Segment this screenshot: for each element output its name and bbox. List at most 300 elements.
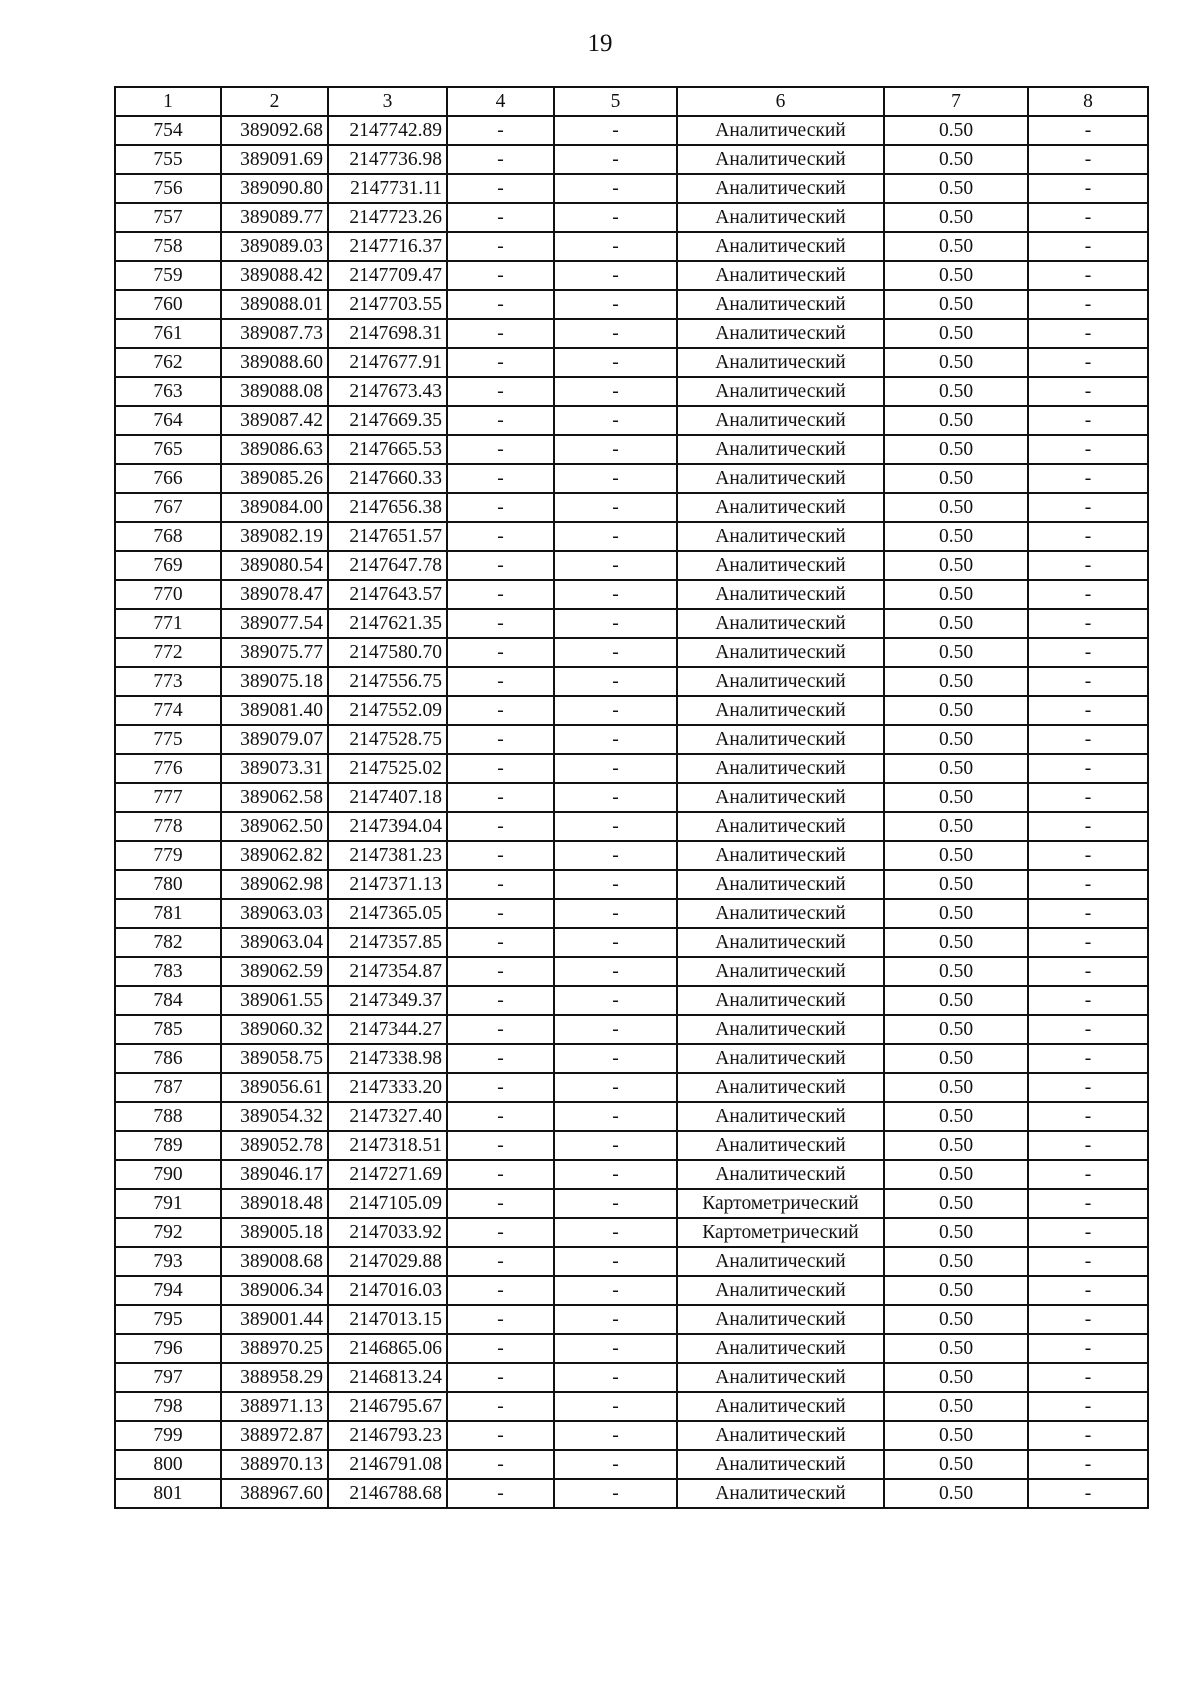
method-cell: Аналитический [677,1305,884,1334]
y-coordinate-cell: 2146795.67 [328,1392,447,1421]
point-number-cell: 778 [115,812,221,841]
method-cell: Аналитический [677,377,884,406]
column-5-cell: - [554,783,677,812]
x-coordinate-cell: 389085.26 [221,464,328,493]
table-row [115,783,1148,812]
point-number-cell: 761 [115,319,221,348]
x-coordinate-cell: 389061.55 [221,986,328,1015]
point-number-cell: 769 [115,551,221,580]
x-coordinate-cell: 388970.13 [221,1450,328,1479]
table-row [115,754,1148,783]
column-5-cell: - [554,1479,677,1508]
accuracy-cell: 0.50 [884,1073,1028,1102]
point-number-cell: 776 [115,754,221,783]
point-number-cell: 796 [115,1334,221,1363]
accuracy-cell: 0.50 [884,522,1028,551]
method-cell: Аналитический [677,348,884,377]
header-row [115,87,1148,116]
y-coordinate-cell: 2147349.37 [328,986,447,1015]
table-row [115,1479,1148,1508]
column-4-cell: - [447,1102,554,1131]
method-cell: Аналитический [677,174,884,203]
column-header-7: 7 [884,87,1028,116]
column-8-cell: - [1028,928,1148,957]
column-5-cell: - [554,377,677,406]
y-coordinate-cell: 2146813.24 [328,1363,447,1392]
column-header-4: 4 [447,87,554,116]
accuracy-cell: 0.50 [884,1421,1028,1450]
table-row [115,464,1148,493]
column-8-cell: - [1028,812,1148,841]
column-8-cell: - [1028,870,1148,899]
accuracy-cell: 0.50 [884,377,1028,406]
column-5-cell: - [554,551,677,580]
column-8-cell: - [1028,609,1148,638]
accuracy-cell: 0.50 [884,1450,1028,1479]
column-8-cell: - [1028,290,1148,319]
column-5-cell: - [554,638,677,667]
y-coordinate-cell: 2146791.08 [328,1450,447,1479]
accuracy-cell: 0.50 [884,203,1028,232]
y-coordinate-cell: 2147371.13 [328,870,447,899]
x-coordinate-cell: 389062.59 [221,957,328,986]
y-coordinate-cell: 2147105.09 [328,1189,447,1218]
point-number-cell: 767 [115,493,221,522]
method-cell: Аналитический [677,1160,884,1189]
x-coordinate-cell: 389080.54 [221,551,328,580]
method-cell: Аналитический [677,493,884,522]
method-cell: Аналитический [677,1392,884,1421]
column-8-cell: - [1028,783,1148,812]
method-cell: Аналитический [677,754,884,783]
page-number: 19 [587,30,613,57]
y-coordinate-cell: 2147665.53 [328,435,447,464]
point-number-cell: 777 [115,783,221,812]
column-5-cell: - [554,667,677,696]
column-header-3: 3 [328,87,447,116]
method-cell: Аналитический [677,232,884,261]
table-row [115,232,1148,261]
table-row [115,1247,1148,1276]
point-number-cell: 756 [115,174,221,203]
x-coordinate-cell: 389073.31 [221,754,328,783]
x-coordinate-cell: 389090.80 [221,174,328,203]
accuracy-cell: 0.50 [884,609,1028,638]
y-coordinate-cell: 2147525.02 [328,754,447,783]
table-row [115,551,1148,580]
point-number-cell: 766 [115,464,221,493]
column-5-cell: - [554,1160,677,1189]
column-8-cell: - [1028,1421,1148,1450]
column-8-cell: - [1028,957,1148,986]
method-cell: Аналитический [677,667,884,696]
accuracy-cell: 0.50 [884,1392,1028,1421]
point-number-cell: 764 [115,406,221,435]
x-coordinate-cell: 388972.87 [221,1421,328,1450]
method-cell: Аналитический [677,638,884,667]
column-5-cell: - [554,1131,677,1160]
x-coordinate-cell: 389084.00 [221,493,328,522]
y-coordinate-cell: 2146793.23 [328,1421,447,1450]
column-5-cell: - [554,290,677,319]
accuracy-cell: 0.50 [884,1363,1028,1392]
x-coordinate-cell: 389060.32 [221,1015,328,1044]
column-4-cell: - [447,377,554,406]
accuracy-cell: 0.50 [884,928,1028,957]
x-coordinate-cell: 389089.77 [221,203,328,232]
accuracy-cell: 0.50 [884,580,1028,609]
accuracy-cell: 0.50 [884,551,1028,580]
method-cell: Картометрический [677,1189,884,1218]
table-row [115,377,1148,406]
accuracy-cell: 0.50 [884,1189,1028,1218]
method-cell: Аналитический [677,522,884,551]
table-row [115,145,1148,174]
column-4-cell: - [447,754,554,783]
x-coordinate-cell: 389008.68 [221,1247,328,1276]
point-number-cell: 794 [115,1276,221,1305]
column-4-cell: - [447,1073,554,1102]
column-4-cell: - [447,1160,554,1189]
column-4-cell: - [447,986,554,1015]
y-coordinate-cell: 2147660.33 [328,464,447,493]
point-number-cell: 757 [115,203,221,232]
accuracy-cell: 0.50 [884,899,1028,928]
x-coordinate-cell: 389078.47 [221,580,328,609]
y-coordinate-cell: 2147365.05 [328,899,447,928]
accuracy-cell: 0.50 [884,1218,1028,1247]
x-coordinate-cell: 389079.07 [221,725,328,754]
column-5-cell: - [554,1450,677,1479]
column-5-cell: - [554,1189,677,1218]
column-4-cell: - [447,261,554,290]
table-row [115,1015,1148,1044]
y-coordinate-cell: 2147621.35 [328,609,447,638]
table-row [115,116,1148,145]
y-coordinate-cell: 2147333.20 [328,1073,447,1102]
method-cell: Аналитический [677,290,884,319]
table-row [115,493,1148,522]
column-4-cell: - [447,290,554,319]
column-4-cell: - [447,1247,554,1276]
y-coordinate-cell: 2147381.23 [328,841,447,870]
column-8-cell: - [1028,1479,1148,1508]
x-coordinate-cell: 389062.82 [221,841,328,870]
table-row [115,928,1148,957]
table-row [115,1189,1148,1218]
column-8-cell: - [1028,1363,1148,1392]
column-4-cell: - [447,174,554,203]
y-coordinate-cell: 2147736.98 [328,145,447,174]
column-4-cell: - [447,522,554,551]
column-4-cell: - [447,696,554,725]
y-coordinate-cell: 2147354.87 [328,957,447,986]
table-row [115,1421,1148,1450]
column-8-cell: - [1028,1160,1148,1189]
table-row [115,841,1148,870]
method-cell: Аналитический [677,1131,884,1160]
accuracy-cell: 0.50 [884,870,1028,899]
column-8-cell: - [1028,493,1148,522]
column-8-cell: - [1028,1044,1148,1073]
y-coordinate-cell: 2147556.75 [328,667,447,696]
point-number-cell: 786 [115,1044,221,1073]
column-8-cell: - [1028,725,1148,754]
column-5-cell: - [554,348,677,377]
column-8-cell: - [1028,899,1148,928]
point-number-cell: 768 [115,522,221,551]
point-number-cell: 772 [115,638,221,667]
column-4-cell: - [447,1015,554,1044]
accuracy-cell: 0.50 [884,783,1028,812]
table-row [115,812,1148,841]
column-5-cell: - [554,1305,677,1334]
table-header [115,87,1148,116]
column-4-cell: - [447,203,554,232]
point-number-cell: 759 [115,261,221,290]
point-number-cell: 781 [115,899,221,928]
point-number-cell: 762 [115,348,221,377]
point-number-cell: 754 [115,116,221,145]
y-coordinate-cell: 2147643.57 [328,580,447,609]
method-cell: Аналитический [677,435,884,464]
column-5-cell: - [554,174,677,203]
y-coordinate-cell: 2147677.91 [328,348,447,377]
column-5-cell: - [554,1363,677,1392]
accuracy-cell: 0.50 [884,1479,1028,1508]
coordinates-table [114,86,1149,1509]
column-8-cell: - [1028,1334,1148,1363]
x-coordinate-cell: 388970.25 [221,1334,328,1363]
column-5-cell: - [554,1276,677,1305]
accuracy-cell: 0.50 [884,348,1028,377]
column-4-cell: - [447,1131,554,1160]
point-number-cell: 792 [115,1218,221,1247]
point-number-cell: 775 [115,725,221,754]
point-number-cell: 787 [115,1073,221,1102]
column-5-cell: - [554,1247,677,1276]
column-8-cell: - [1028,1305,1148,1334]
column-8-cell: - [1028,754,1148,783]
column-5-cell: - [554,841,677,870]
column-4-cell: - [447,1305,554,1334]
method-cell: Аналитический [677,1421,884,1450]
method-cell: Аналитический [677,609,884,638]
x-coordinate-cell: 389063.04 [221,928,328,957]
x-coordinate-cell: 389086.63 [221,435,328,464]
accuracy-cell: 0.50 [884,1160,1028,1189]
point-number-cell: 785 [115,1015,221,1044]
accuracy-cell: 0.50 [884,1276,1028,1305]
table-row [115,725,1148,754]
y-coordinate-cell: 2147357.85 [328,928,447,957]
y-coordinate-cell: 2147338.98 [328,1044,447,1073]
point-number-cell: 770 [115,580,221,609]
column-header-1: 1 [115,87,221,116]
column-5-cell: - [554,1015,677,1044]
table-row [115,1102,1148,1131]
accuracy-cell: 0.50 [884,406,1028,435]
method-cell: Аналитический [677,725,884,754]
point-number-cell: 783 [115,957,221,986]
x-coordinate-cell: 389062.98 [221,870,328,899]
method-cell: Аналитический [677,870,884,899]
table-row [115,696,1148,725]
x-coordinate-cell: 389081.40 [221,696,328,725]
column-4-cell: - [447,1421,554,1450]
table-row [115,986,1148,1015]
column-5-cell: - [554,464,677,493]
x-coordinate-cell: 389052.78 [221,1131,328,1160]
table-row [115,957,1148,986]
column-5-cell: - [554,406,677,435]
table-row [115,1131,1148,1160]
method-cell: Аналитический [677,145,884,174]
column-5-cell: - [554,870,677,899]
column-8-cell: - [1028,1392,1148,1421]
point-number-cell: 800 [115,1450,221,1479]
column-8-cell: - [1028,174,1148,203]
column-5-cell: - [554,725,677,754]
column-8-cell: - [1028,232,1148,261]
x-coordinate-cell: 388971.13 [221,1392,328,1421]
accuracy-cell: 0.50 [884,464,1028,493]
y-coordinate-cell: 2147271.69 [328,1160,447,1189]
method-cell: Аналитический [677,986,884,1015]
column-5-cell: - [554,493,677,522]
point-number-cell: 771 [115,609,221,638]
accuracy-cell: 0.50 [884,1015,1028,1044]
y-coordinate-cell: 2147742.89 [328,116,447,145]
table-row [115,638,1148,667]
accuracy-cell: 0.50 [884,319,1028,348]
method-cell: Аналитический [677,464,884,493]
y-coordinate-cell: 2147033.92 [328,1218,447,1247]
y-coordinate-cell: 2147528.75 [328,725,447,754]
method-cell: Аналитический [677,1479,884,1508]
column-4-cell: - [447,667,554,696]
column-8-cell: - [1028,1015,1148,1044]
column-5-cell: - [554,145,677,174]
point-number-cell: 789 [115,1131,221,1160]
table-row [115,174,1148,203]
point-number-cell: 793 [115,1247,221,1276]
method-cell: Аналитический [677,1015,884,1044]
table-row [115,1450,1148,1479]
accuracy-cell: 0.50 [884,493,1028,522]
column-8-cell: - [1028,1450,1148,1479]
column-header-8: 8 [1028,87,1148,116]
column-header-5: 5 [554,87,677,116]
y-coordinate-cell: 2147673.43 [328,377,447,406]
point-number-cell: 763 [115,377,221,406]
x-coordinate-cell: 389091.69 [221,145,328,174]
y-coordinate-cell: 2147344.27 [328,1015,447,1044]
x-coordinate-cell: 389088.01 [221,290,328,319]
column-header-2: 2 [221,87,328,116]
point-number-cell: 784 [115,986,221,1015]
y-coordinate-cell: 2147723.26 [328,203,447,232]
method-cell: Аналитический [677,580,884,609]
column-5-cell: - [554,203,677,232]
column-5-cell: - [554,1392,677,1421]
column-4-cell: - [447,319,554,348]
x-coordinate-cell: 389062.58 [221,783,328,812]
column-5-cell: - [554,1073,677,1102]
method-cell: Картометрический [677,1218,884,1247]
table-row [115,435,1148,464]
table-row [115,1044,1148,1073]
method-cell: Аналитический [677,928,884,957]
point-number-cell: 780 [115,870,221,899]
column-8-cell: - [1028,580,1148,609]
method-cell: Аналитический [677,783,884,812]
column-5-cell: - [554,812,677,841]
x-coordinate-cell: 389092.68 [221,116,328,145]
column-4-cell: - [447,232,554,261]
column-5-cell: - [554,986,677,1015]
point-number-cell: 782 [115,928,221,957]
accuracy-cell: 0.50 [884,261,1028,290]
method-cell: Аналитический [677,1450,884,1479]
x-coordinate-cell: 389006.34 [221,1276,328,1305]
y-coordinate-cell: 2147698.31 [328,319,447,348]
x-coordinate-cell: 389088.08 [221,377,328,406]
x-coordinate-cell: 389005.18 [221,1218,328,1247]
y-coordinate-cell: 2147327.40 [328,1102,447,1131]
y-coordinate-cell: 2147013.15 [328,1305,447,1334]
method-cell: Аналитический [677,1247,884,1276]
accuracy-cell: 0.50 [884,1131,1028,1160]
column-8-cell: - [1028,319,1148,348]
column-5-cell: - [554,116,677,145]
point-number-cell: 760 [115,290,221,319]
accuracy-cell: 0.50 [884,145,1028,174]
column-5-cell: - [554,261,677,290]
column-8-cell: - [1028,348,1148,377]
y-coordinate-cell: 2147703.55 [328,290,447,319]
accuracy-cell: 0.50 [884,725,1028,754]
accuracy-cell: 0.50 [884,1247,1028,1276]
column-5-cell: - [554,1421,677,1450]
accuracy-cell: 0.50 [884,1305,1028,1334]
y-coordinate-cell: 2147647.78 [328,551,447,580]
column-8-cell: - [1028,1189,1148,1218]
x-coordinate-cell: 389001.44 [221,1305,328,1334]
accuracy-cell: 0.50 [884,1044,1028,1073]
column-4-cell: - [447,783,554,812]
x-coordinate-cell: 389062.50 [221,812,328,841]
table-row [115,203,1148,232]
column-4-cell: - [447,1044,554,1073]
column-header-6: 6 [677,87,884,116]
method-cell: Аналитический [677,1363,884,1392]
column-4-cell: - [447,725,554,754]
x-coordinate-cell: 389088.42 [221,261,328,290]
column-4-cell: - [447,580,554,609]
column-5-cell: - [554,609,677,638]
column-5-cell: - [554,1102,677,1131]
column-8-cell: - [1028,1073,1148,1102]
column-8-cell: - [1028,464,1148,493]
column-5-cell: - [554,754,677,783]
x-coordinate-cell: 389075.18 [221,667,328,696]
method-cell: Аналитический [677,319,884,348]
column-4-cell: - [447,1189,554,1218]
accuracy-cell: 0.50 [884,986,1028,1015]
accuracy-cell: 0.50 [884,116,1028,145]
y-coordinate-cell: 2147669.35 [328,406,447,435]
